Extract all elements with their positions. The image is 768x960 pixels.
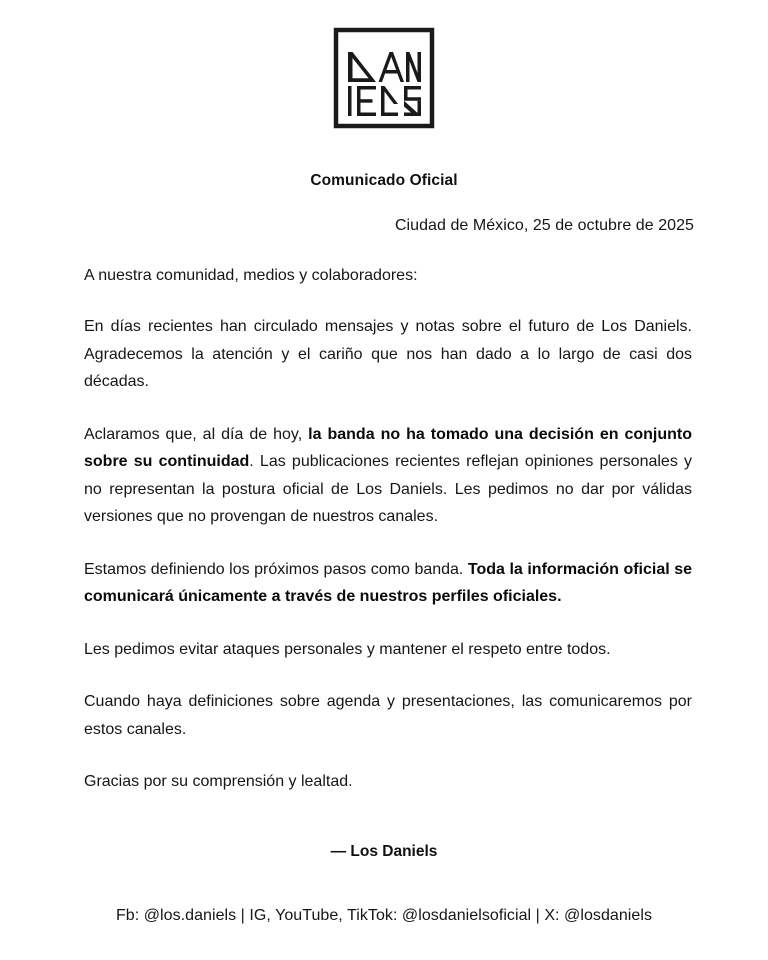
paragraph-4: Les pedimos evitar ataques personales y mantener el respeto entre todos.: [84, 640, 611, 658]
body-copy: [0, 235, 768, 796]
salutation: A nuestra comunidad, medios y colaboradores:: [84, 267, 418, 284]
paragraph-5: Cuando haya definiciones sobre agenda y presentaciones, las comunicaremos por estos canales.: [84, 693, 692, 738]
signature: — Los Daniels: [330, 842, 438, 860]
paragraph-2: Aclaramos que, al día de hoy, la banda no ha tomado una decisión en conjunto sobre su continuidad. Las publicaciones recientes reflejan opiniones personales y no representan la postura oficial de Los Daniels. Les pedimos no dar por válidas versiones que no provengan de nuestros canales.: [84, 425, 693, 526]
social-handles-footer: Fb: @los.daniels | IG, YouTube, TikTok: @losdanielsoficial | X: @losdaniels: [115, 906, 652, 924]
paragraph-1: En días recientes han circulado mensajes y notas sobre el futuro de Los Daniels. Agradecemos la atención y el cariño que nos han dado a lo largo de casi dos décadas.: [84, 318, 692, 391]
paragraph-6: Gracias por su comprensión y lealtad.: [84, 773, 353, 791]
paragraph-3: Estamos definiendo los próximos pasos como banda. Toda la información oficial se comunicará únicamente a través de nuestros perfiles oficiales.: [84, 560, 693, 606]
daniels-logo-icon: [332, 26, 436, 130]
dateline: Ciudad de México, 25 de octubre de 2025: [394, 217, 694, 234]
page-title: Comunicado Oficial: [310, 172, 458, 189]
logo-area: [0, 0, 768, 130]
